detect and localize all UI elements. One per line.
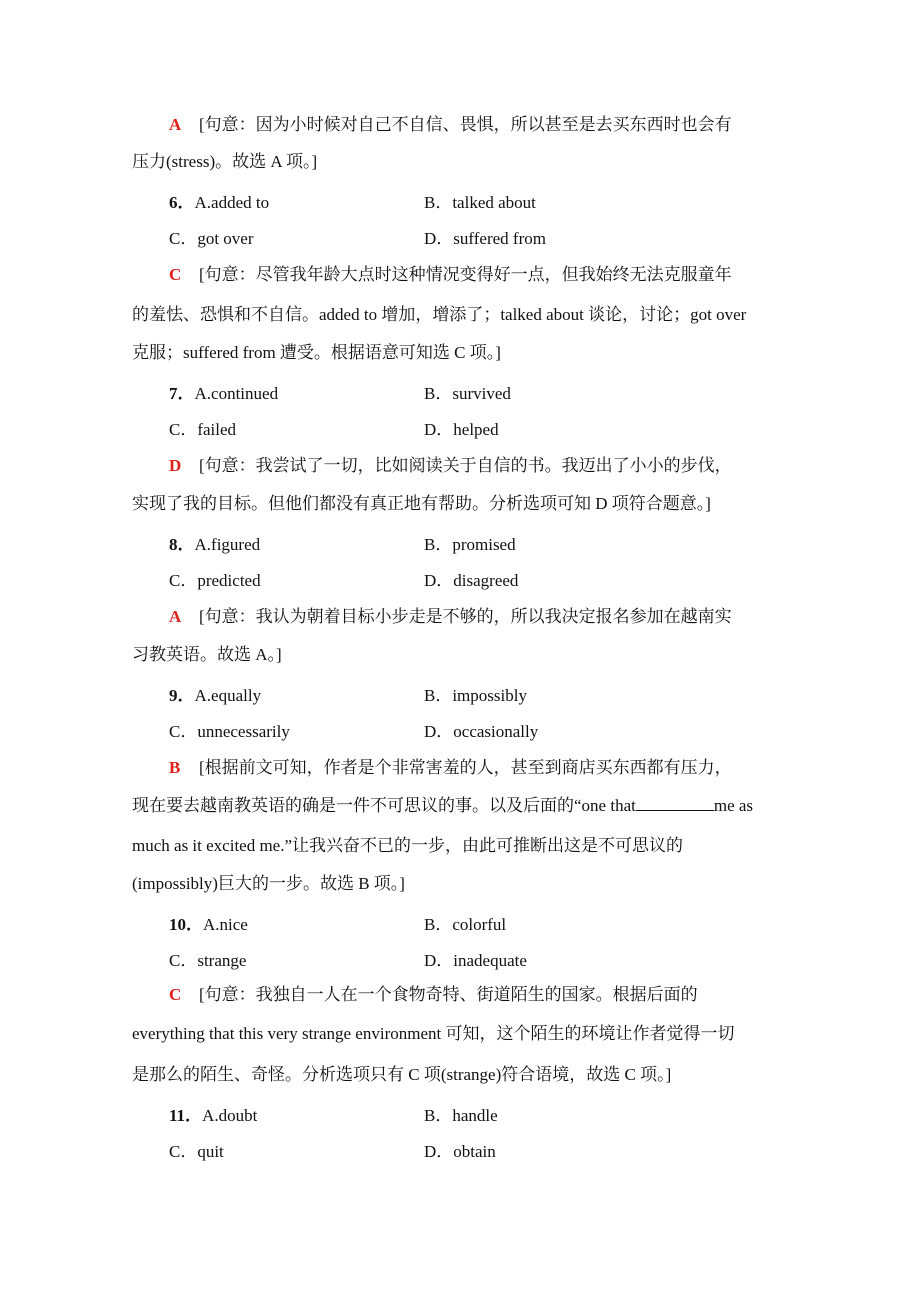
explanation-text: [句意：我认为朝着目标小步走是不够的，所以我决定报名参加在越南实 — [199, 607, 732, 626]
explanation-line — [169, 454, 732, 478]
question-6-option-d: D．suffered from — [424, 229, 546, 248]
question-10-option-d: D．inadequate — [424, 951, 527, 970]
explanation-line: 压力(stress)。故选 A 项。] — [132, 152, 318, 171]
question-11-option-c: C．quit — [169, 1142, 224, 1161]
explanation-line — [169, 113, 732, 137]
explanation-text: [句意：我尝试了一切，比如阅读关于自信的书。我迈出了小小的步伐， — [199, 456, 732, 475]
explanation-line: 是那么的陌生、奇怪。分析选项只有 C 项(strange)符合语境，故选 C 项。] — [132, 1065, 672, 1084]
question-10-option-c: C．strange — [169, 951, 247, 970]
explanation-line — [132, 794, 753, 818]
explanation-text: [句意：尽管我年龄大点时这种情况变得好一点，但我始终无法克服童年 — [199, 265, 732, 284]
explanation-text: [根据前文可知，作者是个非常害羞的人，甚至到商店买东西都有压力， — [199, 758, 732, 777]
explanation-line: 习教英语。故选 A。] — [132, 645, 282, 664]
fill-in-blank — [636, 794, 714, 811]
answer-letter: C — [169, 265, 182, 284]
explanation-line: 的羞怯、恐惧和不自信。added to 增加，增添了；talked about 谈论，讨论；got over — [132, 305, 747, 324]
explanation-line — [169, 983, 698, 1007]
question-9-option-d: D．occasionally — [424, 722, 539, 741]
question-8-option-c: C．predicted — [169, 571, 261, 590]
question-11-option-a: 11．A.doubt — [169, 1106, 258, 1125]
explanation-line — [169, 263, 732, 287]
question-6-option-b: B．talked about — [424, 193, 536, 212]
answer-letter: D — [169, 456, 182, 475]
question-6-option-c: C．got over — [169, 229, 254, 248]
question-8-option-d: D．disagreed — [424, 571, 519, 590]
question-number: 11． — [169, 1106, 203, 1125]
question-7-option-c: C．failed — [169, 420, 237, 439]
question-8-option-b: B．promised — [424, 535, 516, 554]
answer-letter: A — [169, 607, 182, 626]
question-10-option-a: 10．A.nice — [169, 915, 248, 934]
question-9-option-c: C．unnecessarily — [169, 722, 290, 741]
explanation-text: [句意：因为小时候对自己不自信、畏惧，所以甚至是去买东西时也会有 — [199, 115, 732, 134]
question-number: 6． — [169, 193, 195, 212]
question-11-option-b: B．handle — [424, 1106, 498, 1125]
question-7-option-d: D．helped — [424, 420, 499, 439]
question-7-option-a: 7．A.continued — [169, 384, 279, 403]
explanation-line: (impossibly)巨大的一步。故选 B 项。] — [132, 874, 405, 893]
explanation-text: 现在要去越南教英语的确是一件不可思议的事。以及后面的“one that — [132, 796, 636, 815]
question-9-option-b: B．impossibly — [424, 686, 527, 705]
question-6-option-a: 6．A.added to — [169, 193, 270, 212]
explanation-text: [句意：我独自一人在一个食物奇特、街道陌生的国家。根据后面的 — [199, 985, 698, 1004]
explanation-line — [169, 756, 732, 780]
answer-letter: C — [169, 985, 182, 1004]
explanation-line: 克服；suffered from 遭受。根据语意可知选 C 项。] — [132, 343, 501, 362]
explanation-text: me as — [713, 796, 754, 815]
question-10-option-b: B．colorful — [424, 915, 507, 934]
explanation-line — [169, 605, 732, 629]
question-number: 7． — [169, 384, 195, 403]
explanation-line: everything that this very strange environment 可知，这个陌生的环境让作者觉得一切 — [132, 1024, 735, 1043]
question-8-option-a: 8．A.figured — [169, 535, 261, 554]
question-11-option-d: D．obtain — [424, 1142, 496, 1161]
question-number: 8． — [169, 535, 195, 554]
explanation-line: much as it excited me.”让我兴奋不已的一步，由此可推断出这是不可思议的 — [132, 836, 684, 855]
question-number: 10． — [169, 915, 203, 934]
question-number: 9． — [169, 686, 195, 705]
answer-letter: B — [169, 758, 181, 777]
explanation-line: 实现了我的目标。但他们都没有真正地有帮助。分析选项可知 D 项符合题意。] — [132, 494, 711, 513]
question-7-option-b: B．survived — [424, 384, 511, 403]
answer-letter: A — [169, 115, 182, 134]
question-9-option-a: 9．A.equally — [169, 686, 262, 705]
